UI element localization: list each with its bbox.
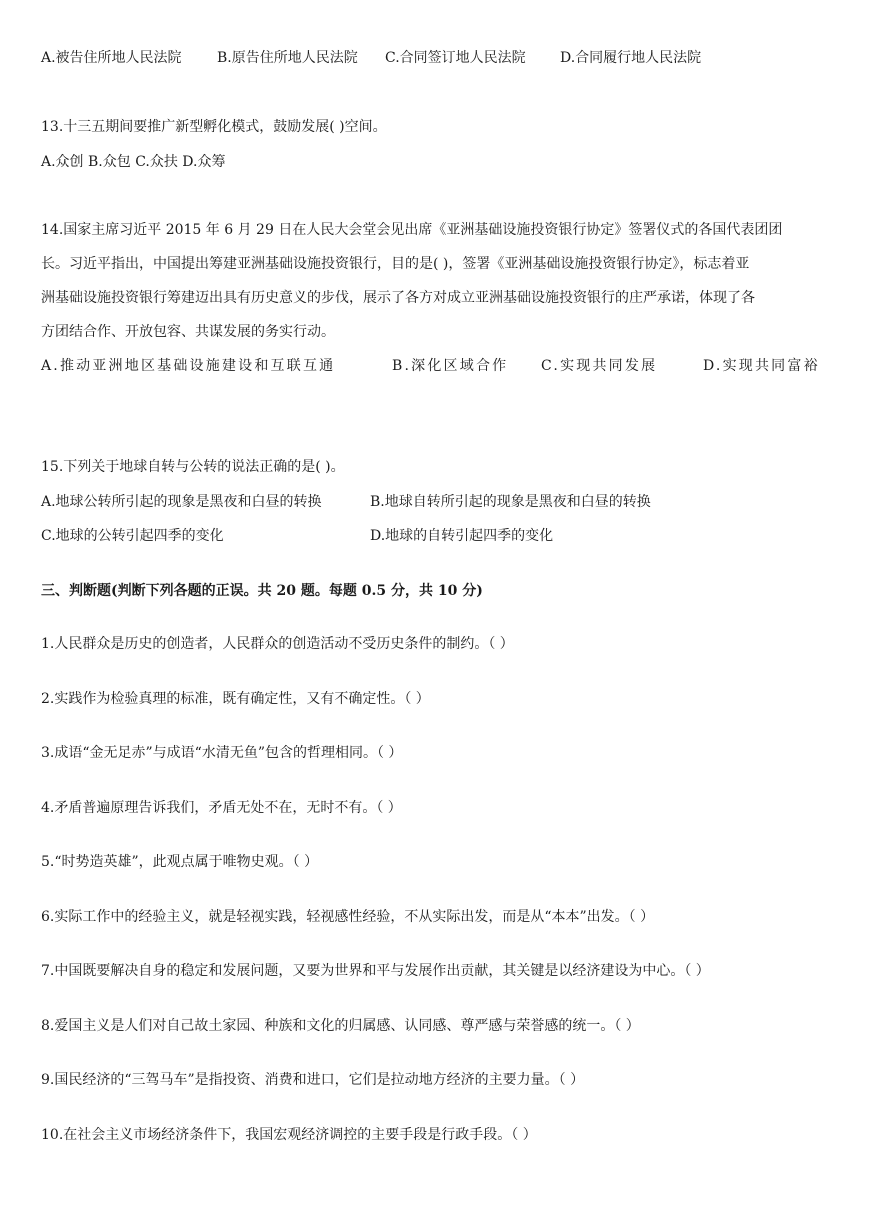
q12-option-b: B.原告住所地人民法院 — [217, 50, 358, 66]
q12-options — [41, 48, 831, 68]
q14-stem-line-3: 洲基础设施投资银行筹建迈出具有历史意义的步伐，展示了各方对成立亚洲基础设施投资银行的庄严承诺，体现了各 — [41, 290, 755, 306]
q14-option-b: B.深化区域合作 — [392, 358, 509, 374]
q12-option-a: A.被告住所地人民法院 — [41, 50, 182, 66]
judgment-item-3: 3.成语“金无足赤”与成语“水清无鱼”包含的哲理相同。（ ） — [41, 745, 403, 761]
q15-stem: 15.下列关于地球自转与公转的说法正确的是( )。 — [41, 459, 345, 475]
q15-options-row-1 — [41, 492, 831, 512]
q14-options — [41, 356, 831, 376]
q12-option-d: D.合同履行地人民法院 — [560, 50, 702, 66]
section-3-title: 三、判断题(判断下列各题的正误。共 20 题。每题 0.5 分，共 10 分) — [41, 583, 483, 599]
judgment-item-6: 6.实际工作中的经验主义，就是轻视实践，轻视感性经验，不从实际出发，而是从“本本”出发。（ ） — [41, 909, 655, 925]
judgment-item-7: 7.中国既要解决自身的稳定和发展问题，又要为世界和平与发展作出贡献，其关键是以经济建设为中心。（ ） — [41, 963, 710, 979]
q15-option-b: B.地球自转所引起的现象是黑夜和白昼的转换 — [370, 494, 651, 510]
q15-option-a: A.地球公转所引起的现象是黑夜和白昼的转换 — [41, 494, 322, 510]
q15-option-d: D.地球的自转引起四季的变化 — [370, 528, 554, 544]
q13-options: A.众创 B.众包 C.众扶 D.众筹 — [41, 154, 226, 170]
q13-stem: 13.十三五期间要推广新型孵化模式，鼓励发展( )空间。 — [41, 119, 387, 135]
q14-option-c: C.实现共同发展 — [541, 358, 658, 374]
judgment-item-2: 2.实践作为检验真理的标准，既有确定性，又有不确定性。（ ） — [41, 691, 430, 707]
judgment-item-4: 4.矛盾普遍原理告诉我们，矛盾无处不在，无时不有。（ ） — [41, 800, 402, 816]
q14-option-a: A.推动亚洲地区基础设施建设和互联互通 — [41, 358, 336, 374]
q15-option-c: C.地球的公转引起四季的变化 — [41, 528, 224, 544]
judgment-item-9: 9.国民经济的“三驾马车”是指投资、消费和进口，它们是拉动地方经济的主要力量。（ ） — [41, 1072, 585, 1088]
q14-stem-line-4: 方团结合作、开放包容、共谋发展的务实行动。 — [41, 324, 335, 340]
q14-stem-line-2: 长。习近平指出，中国提出筹建亚洲基础设施投资银行，目的是( )，签署《亚洲基础设施投资银行协定》，标志着亚 — [41, 256, 750, 272]
judgment-item-10: 10.在社会主义市场经济条件下，我国宏观经济调控的主要手段是行政手段。（ ） — [41, 1127, 537, 1143]
judgment-item-5: 5.“时势造英雄”，此观点属于唯物史观。（ ） — [41, 854, 319, 870]
q14-stem-line-1: 14.国家主席习近平 2015 年 6 月 29 日在人民大会堂会见出席《亚洲基础设施投资银行协定》签署仪式的各国代表团团 — [41, 222, 783, 238]
judgment-item-8: 8.爱国主义是人们对自己故土家园、种族和文化的归属感、认同感、尊严感与荣誉感的统一。（ ） — [41, 1018, 640, 1034]
q12-option-c: C.合同签订地人民法院 — [385, 50, 526, 66]
q14-option-d: D.实现共同富裕 — [703, 358, 820, 374]
q15-options-row-2 — [41, 526, 831, 546]
judgment-item-1: 1.人民群众是历史的创造者，人民群众的创造活动不受历史条件的制约。（ ） — [41, 636, 514, 652]
